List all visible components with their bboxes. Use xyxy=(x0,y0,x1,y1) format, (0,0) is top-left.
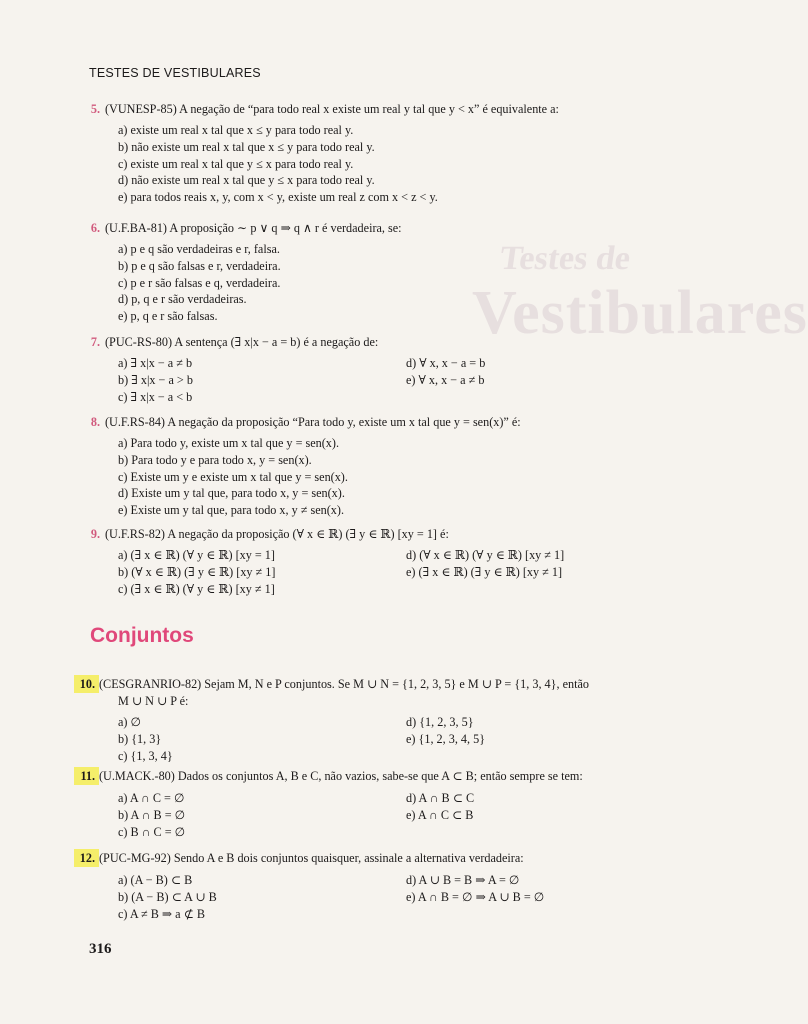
question-statement: (U.F.BA-81) A proposição ∼ p ∨ q ⇒ q ∧ r é verdadeira, se: xyxy=(105,221,402,235)
question-9 xyxy=(90,526,660,597)
question-statement-cont: M ∪ N ∪ P é: xyxy=(118,694,189,708)
question-5 xyxy=(90,101,660,206)
question-10 xyxy=(79,675,660,764)
question-number: 5. xyxy=(90,102,100,116)
option-a: a) ∃ x|x − a ≠ b xyxy=(118,356,193,370)
option-empty xyxy=(406,581,646,598)
option-e: e) Existe um y tal que, para todo x, y ≠ sen(x). xyxy=(118,503,345,518)
page-number: 316 xyxy=(89,941,112,957)
section-title: Conjuntos xyxy=(90,624,194,647)
question-statement: (PUC-RS-80) A sentença (∃ x|x − a = b) é a negação de: xyxy=(105,335,379,349)
option-a: a) existe um real x tal que x ≤ y para todo real y. xyxy=(118,123,354,137)
option-empty xyxy=(406,824,646,841)
option-a: a) Para todo y, existe um x tal que y = sen(x). xyxy=(118,436,339,450)
option-d: d) Existe um y tal que, para todo x, y = sen(x). xyxy=(118,486,345,501)
option-d: d) A ∩ B ⊂ C xyxy=(406,791,475,805)
question-number: 9. xyxy=(90,527,100,541)
option-b: b) Para todo y e para todo x, y = sen(x). xyxy=(118,452,312,467)
question-number: 7. xyxy=(90,335,100,349)
option-b: b) (A − B) ⊂ A ∪ B xyxy=(118,889,217,904)
option-c: c) ∃ x|x − a < b xyxy=(118,389,193,404)
option-c: c) existe um real x tal que y ≤ x para todo real y. xyxy=(118,156,354,171)
question-statement: (CESGRANRIO-82) Sejam M, N e P conjuntos. Se M ∪ N = {1, 2, 3, 5} e M ∪ P = {1, 3, 4}, então xyxy=(99,677,589,691)
option-c: c) {1, 3, 4} xyxy=(118,748,173,763)
option-c: c) B ∩ C = ∅ xyxy=(118,824,186,839)
background-watermark: Testes de Vestibulares xyxy=(472,240,808,347)
option-empty xyxy=(406,906,646,923)
option-a: a) ∅ xyxy=(118,715,142,729)
option-e: e) p, q e r são falsas. xyxy=(118,309,218,324)
option-c: c) (∃ x ∈ ℝ) (∀ y ∈ ℝ) [xy ≠ 1] xyxy=(118,581,275,596)
option-e: e) ∀ x, x − a ≠ b xyxy=(406,372,485,387)
option-d: d) não existe um real x tal que y ≤ x para todo real y. xyxy=(118,173,375,188)
option-d: d) (∀ x ∈ ℝ) (∀ y ∈ ℝ) [xy ≠ 1] xyxy=(406,548,565,562)
option-b: b) não existe um real x tal que x ≤ y para todo real y. xyxy=(118,139,375,154)
option-empty xyxy=(406,748,646,765)
question-number: 11. xyxy=(74,767,99,785)
option-d: d) A ∪ B = B ⇒ A = ∅ xyxy=(406,873,520,887)
page-header: TESTES DE VESTIBULARES xyxy=(89,66,261,80)
question-statement: (PUC-MG-92) Sendo A e B dois conjuntos quaisquer, assinale a alternativa verdadeira: xyxy=(99,851,524,865)
question-statement: (U.MACK.-80) Dados os conjuntos A, B e C, não vazios, sabe-se que A ⊂ B; então sempre se tem: xyxy=(99,769,583,783)
question-12 xyxy=(79,849,660,922)
option-a: a) p e q são verdadeiras e r, falsa. xyxy=(118,242,280,256)
option-c: c) A ≠ B ⇒ a ⊄ B xyxy=(118,906,206,921)
option-a: a) A ∩ C = ∅ xyxy=(118,791,185,805)
option-c: c) p e r são falsas e q, verdadeira. xyxy=(118,275,281,290)
question-6 xyxy=(90,220,660,325)
option-b: b) A ∩ B = ∅ xyxy=(118,807,186,822)
question-11 xyxy=(80,767,660,840)
question-8 xyxy=(90,414,660,519)
option-c: c) Existe um y e existe um x tal que y = sen(x). xyxy=(118,469,348,484)
option-e: e) {1, 2, 3, 4, 5} xyxy=(406,731,486,746)
option-a: a) (∃ x ∈ ℝ) (∀ y ∈ ℝ) [xy = 1] xyxy=(118,548,275,562)
question-number: 8. xyxy=(90,415,100,429)
option-e: e) A ∩ B = ∅ ⇒ A ∪ B = ∅ xyxy=(406,889,545,904)
question-number: 6. xyxy=(90,221,100,235)
option-d: d) p, q e r são verdadeiras. xyxy=(118,292,247,307)
question-statement: (U.F.RS-82) A negação da proposição (∀ x ∈ ℝ) (∃ y ∈ ℝ) [xy = 1] é: xyxy=(105,527,449,541)
question-number: 10. xyxy=(74,675,99,693)
option-d: d) ∀ x, x − a = b xyxy=(406,356,486,370)
option-d: d) {1, 2, 3, 5} xyxy=(406,715,474,729)
option-b: b) (∀ x ∈ ℝ) (∃ y ∈ ℝ) [xy ≠ 1] xyxy=(118,564,276,579)
question-statement: (VUNESP-85) A negação de “para todo real x existe um real y tal que y < x” é equivalente a: xyxy=(105,102,559,116)
question-number: 12. xyxy=(74,849,99,867)
option-b: b) {1, 3} xyxy=(118,731,162,746)
question-statement: (U.F.RS-84) A negação da proposição “Para todo y, existe um x tal que y = sen(x)” é: xyxy=(105,415,521,429)
question-7 xyxy=(90,334,660,405)
option-a: a) (A − B) ⊂ B xyxy=(118,873,193,887)
option-e: e) para todos reais x, y, com x < y, existe um real z com x < z < y. xyxy=(118,190,438,205)
option-b: b) p e q são falsas e r, verdadeira. xyxy=(118,258,281,273)
option-b: b) ∃ x|x − a > b xyxy=(118,372,193,387)
option-e: e) (∃ x ∈ ℝ) (∃ y ∈ ℝ) [xy ≠ 1] xyxy=(406,564,563,579)
option-e: e) A ∩ C ⊂ B xyxy=(406,807,474,822)
option-empty xyxy=(406,389,646,406)
